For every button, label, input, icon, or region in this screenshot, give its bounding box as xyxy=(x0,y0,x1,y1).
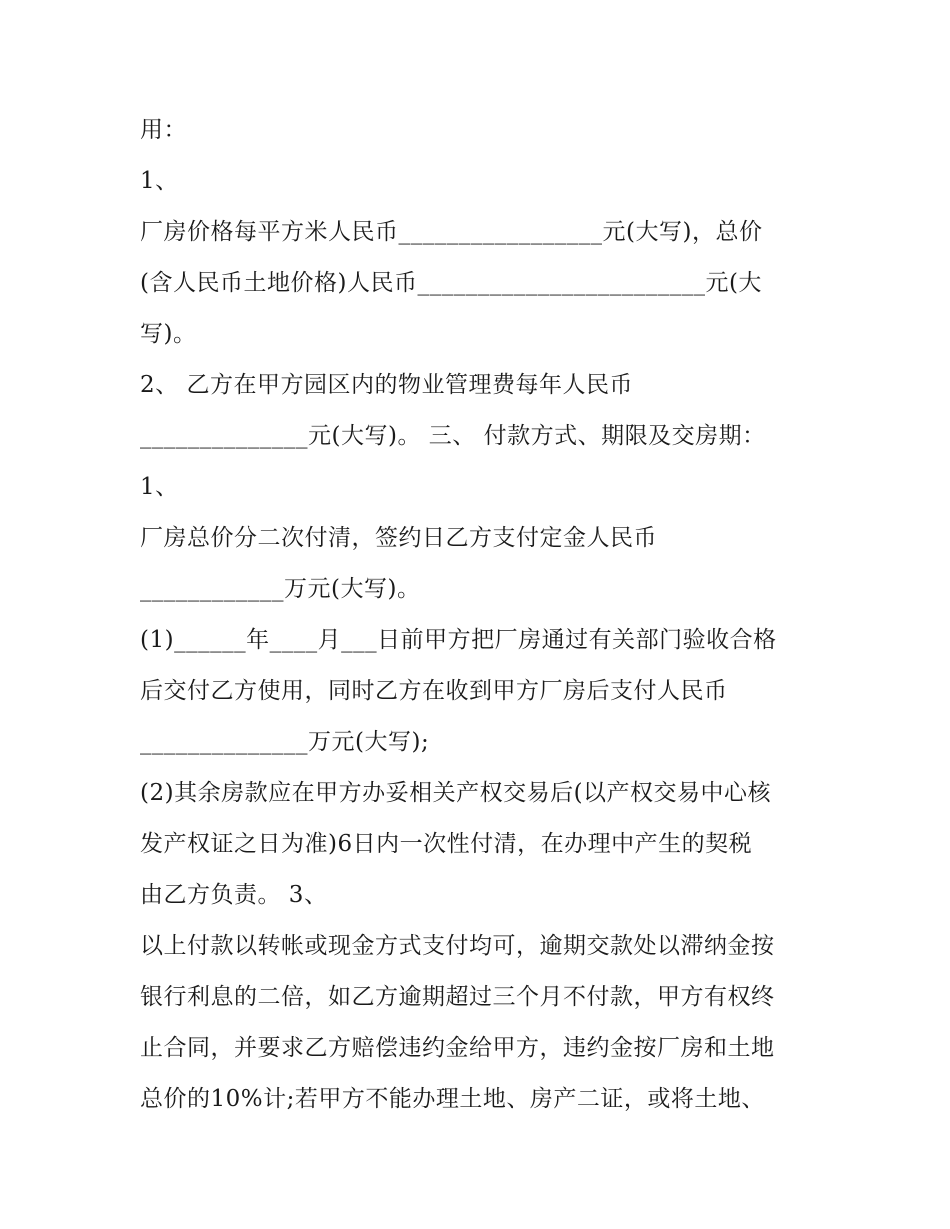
text-line: 2、 乙方在甲方园区内的物业管理费每年人民币 xyxy=(140,372,633,398)
text-line: 以上付款以转帐或现金方式支付均可，逾期交款处以滞纳金按 xyxy=(140,933,775,959)
text-line: 总价的10%计;若甲方不能办理土地、房产二证，或将土地、 xyxy=(140,1086,765,1112)
text-line: 用： xyxy=(140,117,187,143)
text-line: 发产权证之日为准)6日内一次性付清，在办理中产生的契税 xyxy=(140,831,753,857)
text-line: ______________元(大写)。 三、 付款方式、期限及交房期： xyxy=(140,423,766,449)
document-body xyxy=(140,110,820,1130)
text-line: 写)。 xyxy=(140,321,197,347)
text-line: 1、 xyxy=(140,168,179,194)
text-line: (2)其余房款应在甲方办妥相关产权交易后(以产权交易中心核 xyxy=(140,780,772,806)
text-line: (1)______年____月___日前甲方把厂房通过有关部门验收合格 xyxy=(140,627,777,653)
text-line: ______________万元(大写); xyxy=(140,729,430,755)
text-line: 后交付乙方使用，同时乙方在收到甲方厂房后支付人民币 xyxy=(140,678,728,704)
text-line: 厂房总价分二次付清，签约日乙方支付定金人民币 xyxy=(140,525,657,551)
text-line: 银行利息的二倍，如乙方逾期超过三个月不付款，甲方有权终 xyxy=(140,984,775,1010)
text-line: (含人民币土地价格)人民币________________________元(大 xyxy=(140,270,762,296)
text-line: 厂房价格每平方米人民币_________________元(大写)，总价 xyxy=(140,219,763,245)
text-line: 1、 xyxy=(140,474,179,500)
text-line: ____________万元(大写)。 xyxy=(140,576,421,602)
text-line: 由乙方负责。 3、 xyxy=(140,882,328,908)
text-line: 止合同，并要求乙方赔偿违约金给甲方，违约金按厂房和土地 xyxy=(140,1035,775,1061)
